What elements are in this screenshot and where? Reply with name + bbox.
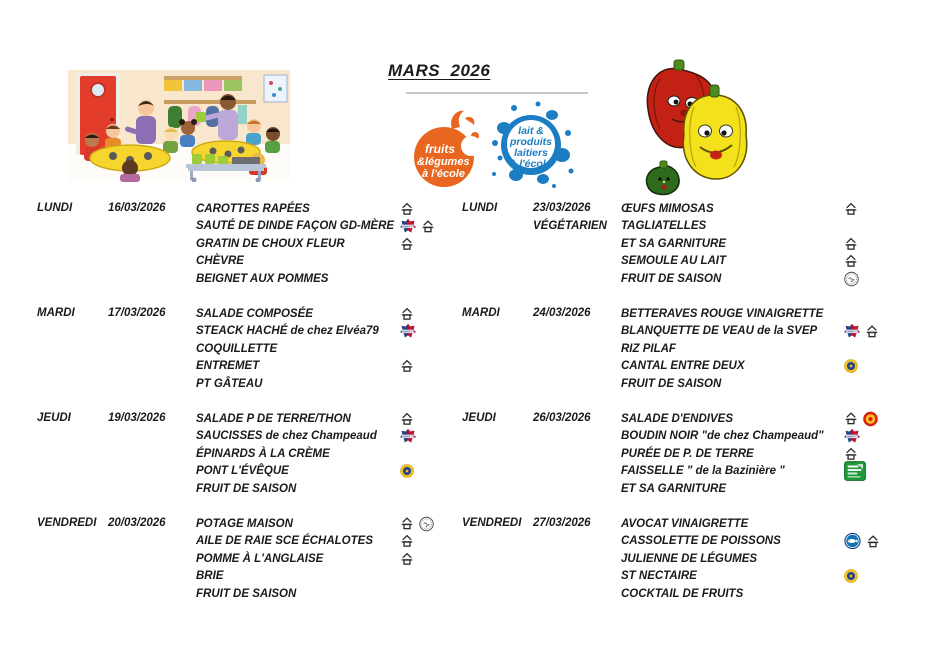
viande-france-icon (400, 429, 416, 444)
dish-list (196, 515, 466, 603)
fruits-logo-text-1: fruits (425, 142, 455, 156)
dish-text: COQUILLETTE (196, 342, 278, 355)
dish-line (621, 375, 891, 393)
dish-line (196, 253, 466, 271)
dish-text: ET SA GARNITURE (621, 482, 726, 495)
dish-line (621, 410, 891, 428)
dish-text: AVOCAT VINAIGRETTE (621, 517, 749, 530)
dish-text: FRUIT DE SAISON (621, 377, 722, 390)
fait-maison-icon (400, 202, 414, 216)
dish-list (196, 200, 466, 288)
svg-text:VIANDE FR: VIANDE FR (401, 330, 415, 334)
day-label: VENDREDI (462, 517, 522, 529)
dish-text: BLANQUETTE DE VEAU de la SVEP (621, 325, 818, 338)
date-cell (533, 305, 621, 323)
dish-icons (844, 533, 880, 550)
lait-logo-text-3: laitiers (514, 147, 548, 159)
dish-text: SEMOULE AU LAIT (621, 255, 726, 268)
aop-red-icon (863, 411, 878, 426)
date-label: 17/03/2026 (108, 307, 166, 319)
dish-line (196, 428, 466, 446)
lait-logo-text-4: à l'école (510, 158, 552, 170)
dish-line (196, 200, 466, 218)
dish-line (621, 463, 891, 481)
dish-line (196, 515, 466, 533)
dish-text: RIZ PILAF (621, 342, 676, 355)
fait-maison-icon (844, 254, 858, 268)
dish-icons (400, 516, 434, 531)
dish-line (196, 568, 466, 586)
msc-icon (844, 533, 861, 550)
dish-line (621, 480, 891, 498)
fruits-logo-text-3: à l'école (422, 168, 465, 180)
dish-icons (844, 569, 858, 583)
svg-text:VIANDE FR: VIANDE FR (845, 330, 859, 334)
dish-text: ÉPINARDS À LA CRÈME (196, 447, 330, 460)
dish-text: SALADE P DE TERRE/THON (196, 412, 351, 425)
svg-text:VIANDE FR: VIANDE FR (401, 225, 415, 229)
aop-blue-icon (400, 464, 414, 478)
dish-line (196, 585, 466, 603)
dish-icons (400, 324, 416, 339)
dish-line (621, 533, 891, 551)
date-label: 26/03/2026 (533, 412, 591, 424)
date-cell (533, 515, 621, 533)
dish-line (621, 323, 891, 341)
title-divider (406, 92, 588, 94)
fruits-logo-text-2: &légumes (417, 156, 470, 168)
date-label: 23/03/2026 (533, 202, 591, 214)
menu-day-block (462, 410, 891, 498)
dish-line (621, 200, 891, 218)
dish-icons (844, 461, 866, 481)
dish-line (621, 235, 891, 253)
dish-line (196, 323, 466, 341)
dish-line (621, 585, 891, 603)
dish-line (196, 340, 466, 358)
dish-line (621, 568, 891, 586)
dish-line (621, 358, 891, 376)
fait-maison-icon (400, 517, 414, 531)
lait-logo-text-2: produits (510, 136, 552, 148)
dish-line (196, 410, 466, 428)
stamp-icon (844, 271, 859, 286)
dish-line (621, 305, 891, 323)
menu-day-block (462, 305, 891, 393)
dish-text: FAISSELLE " de la Bazinière " (621, 465, 785, 478)
dish-text: FRUIT DE SAISON (196, 482, 297, 495)
dish-icons (844, 359, 858, 373)
fait-maison-icon (400, 534, 414, 548)
dish-text: COCKTAIL DE FRUITS (621, 587, 744, 600)
dish-text: GRATIN DE CHOUX FLEUR (196, 237, 345, 250)
dish-text: PONT L'ÉVÊQUE (196, 465, 289, 478)
date-label: 16/03/2026 (108, 202, 166, 214)
date-cell (533, 200, 621, 235)
fait-maison-icon (400, 237, 414, 251)
dish-icons (400, 464, 414, 478)
aop-blue-icon (844, 569, 858, 583)
lait-produits-laitiers-logo (486, 98, 576, 190)
dish-list (621, 305, 891, 393)
dish-text: ST NECTAIRE (621, 570, 697, 583)
dish-line (196, 270, 466, 288)
dish-icons (844, 271, 859, 286)
viande-france-icon (400, 324, 416, 339)
aop-blue-icon (844, 359, 858, 373)
stamp-icon (419, 516, 434, 531)
date-cell (108, 200, 196, 218)
dish-icons (844, 254, 858, 268)
dish-list (621, 200, 891, 288)
date-cell (108, 410, 196, 428)
fait-maison-icon (421, 219, 435, 233)
dish-text: PT GÂTEAU (196, 377, 263, 390)
dish-icons (400, 429, 416, 444)
dish-line (196, 235, 466, 253)
dish-icons (400, 219, 435, 234)
menu-day-block (37, 200, 466, 288)
dish-line (196, 445, 466, 463)
dish-line (621, 428, 891, 446)
dish-text: JULIENNE DE LÉGUMES (621, 552, 758, 565)
menu-column-left (37, 200, 466, 620)
fait-maison-icon (844, 447, 858, 461)
dish-list (621, 410, 891, 498)
dish-icons (400, 552, 414, 566)
dish-line (621, 515, 891, 533)
day-label: LUNDI (37, 202, 73, 214)
dish-line (196, 463, 466, 481)
dish-text: AILE DE RAIE SCE ÉCHALOTES (196, 535, 373, 548)
day-label: JEUDI (37, 412, 71, 424)
menu-day-block (37, 515, 466, 603)
date-label: 27/03/2026 (533, 517, 591, 529)
fruits-legumes-logo (408, 107, 484, 189)
dish-text: FRUIT DE SAISON (621, 272, 722, 285)
dish-text: SALADE COMPOSÉE (196, 307, 313, 320)
dish-text: PURÉE DE P. DE TERRE (621, 447, 754, 460)
dish-line (196, 358, 466, 376)
date-label: 20/03/2026 (108, 517, 166, 529)
dish-line (196, 533, 466, 551)
dish-text: ŒUFS MIMOSAS (621, 202, 714, 215)
dish-icons (844, 429, 860, 444)
dish-text: CAROTTES RAPÉES (196, 202, 310, 215)
day-label: MARDI (37, 307, 75, 319)
dish-text: FRUIT DE SAISON (196, 587, 297, 600)
viande-france-icon (400, 219, 416, 234)
dish-text: BRIE (196, 570, 224, 583)
dish-list (621, 515, 891, 603)
dish-line (196, 480, 466, 498)
dish-line (196, 550, 466, 568)
peppers-illustration (636, 55, 766, 200)
dish-line (196, 305, 466, 323)
dish-line (621, 550, 891, 568)
dish-text: BEIGNET AUX POMMES (196, 272, 329, 285)
dish-line (196, 375, 466, 393)
vegetarian-note: VÉGÉTARIEN (533, 219, 607, 232)
menu-day-block (462, 200, 891, 288)
date-cell (533, 410, 621, 428)
menu-day-block (37, 410, 466, 498)
fait-maison-icon (400, 412, 414, 426)
menu-day-block (37, 305, 466, 393)
cafeteria-illustration (68, 70, 290, 182)
fait-maison-icon (400, 552, 414, 566)
fait-maison-icon (400, 359, 414, 373)
dish-text: CHÈVRE (196, 255, 244, 268)
dish-icons (400, 202, 414, 216)
dish-icons (844, 447, 858, 461)
dish-line (196, 218, 466, 236)
dish-text: CASSOLETTE DE POISSONS (621, 535, 781, 548)
lait-logo-text-1: lait & (518, 125, 544, 137)
svg-text:VIANDE FR: VIANDE FR (401, 435, 415, 439)
menu-day-block (462, 515, 891, 603)
day-label: JEUDI (462, 412, 496, 424)
dish-text: ET SA GARNITURE (621, 237, 726, 250)
day-label: VENDREDI (37, 517, 97, 529)
page-title: MARS 2026 (388, 61, 491, 80)
fait-maison-icon (844, 412, 858, 426)
dish-icons (400, 307, 414, 321)
dish-text: TAGLIATELLES (621, 220, 707, 233)
dish-text: SAUCISSES de chez Champeaud (196, 430, 377, 443)
date-label: 19/03/2026 (108, 412, 166, 424)
dish-text: POTAGE MAISON (196, 517, 293, 530)
day-label: MARDI (462, 307, 500, 319)
fait-maison-icon (400, 307, 414, 321)
green-label-icon (844, 461, 866, 481)
dish-icons (400, 534, 414, 548)
dish-line (621, 340, 891, 358)
fait-maison-icon (844, 237, 858, 251)
dish-line (621, 218, 891, 236)
dish-icons (844, 202, 858, 216)
dish-icons (400, 237, 414, 251)
dish-icons (400, 359, 414, 373)
day-label: LUNDI (462, 202, 498, 214)
date-cell (108, 305, 196, 323)
svg-text:VIANDE FR: VIANDE FR (845, 435, 859, 439)
dish-icons (844, 324, 879, 339)
dish-text: POMME À L'ANGLAISE (196, 552, 324, 565)
dish-list (196, 305, 466, 393)
dish-list (196, 410, 466, 498)
dish-text: SAUTÉ DE DINDE FAÇON GD-MÈRE (196, 220, 395, 233)
dish-text: CANTAL ENTRE DEUX (621, 360, 745, 373)
fait-maison-icon (844, 202, 858, 216)
date-label: 24/03/2026 (533, 307, 591, 319)
dish-text: ENTREMET (196, 360, 260, 373)
fait-maison-icon (866, 534, 880, 548)
dish-icons (844, 237, 858, 251)
fait-maison-icon (865, 324, 879, 338)
date-cell (108, 515, 196, 533)
viande-france-icon (844, 429, 860, 444)
dish-line (621, 253, 891, 271)
menu-column-right (462, 200, 891, 620)
dish-icons (400, 412, 414, 426)
dish-icons (844, 411, 878, 426)
dish-line (621, 445, 891, 463)
dish-line (621, 270, 891, 288)
dish-text: STEACK HACHÉ de chez Elvéa79 (196, 325, 379, 338)
dish-text: BOUDIN NOIR "de chez Champeaud" (621, 430, 824, 443)
viande-france-icon (844, 324, 860, 339)
dish-text: SALADE D'ENDIVES (621, 412, 734, 425)
dish-text: BETTERAVES ROUGE VINAIGRETTE (621, 307, 824, 320)
